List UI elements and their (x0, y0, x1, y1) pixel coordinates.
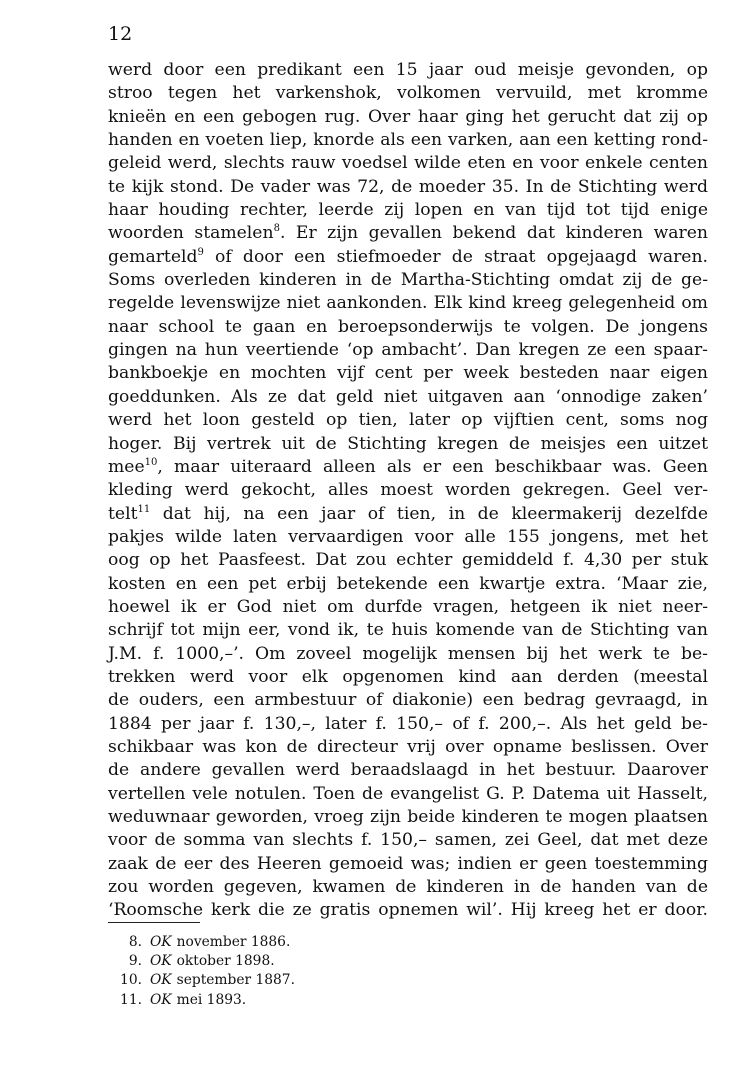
text-line: de ouders, een armbestuur of diakonie) een bedrag gevraagd, in (108, 690, 708, 711)
footnote (108, 971, 295, 990)
footnote-date: november 1886. (176, 934, 291, 950)
text-line: haar houding rechter, leerde zij lopen en van tijd tot tijd enige (108, 200, 708, 221)
text-line (108, 456, 708, 479)
footnote (108, 952, 295, 971)
text-line: ‘Roomsche kerk die ze gratis opnemen wil’. Hij kreeg het er door. (108, 900, 708, 921)
text-segment: , maar uiteraard alleen als er een beschikbaar was. Geen (157, 456, 708, 477)
page-number: 12 (108, 23, 133, 45)
text-line: stroo tegen het varkenshok, volkomen vervuild, met kromme (108, 83, 708, 104)
text-line: weduwnaar geworden, vroeg zijn beide kinderen te mogen plaatsen (108, 807, 708, 827)
text-line: zou worden gegeven, kwamen de kinderen in de handen van de (108, 877, 708, 898)
text-line: regelde levenswijze niet aankonden. Elk kind kreeg gelegenheid om (108, 293, 708, 314)
text-line: kleding werd gekocht, alles moest worden gekregen. Geel ver- (108, 480, 708, 501)
footnote-number: 10. (120, 972, 142, 989)
text-line: kosten en een pet erbij betekende een kwartje extra. ‘Maar zie, (108, 573, 708, 594)
footnote-reference: 11 (137, 503, 151, 515)
text-line (108, 222, 708, 245)
text-line: J.M. f. 1000,–’. Om zoveel mogelijk mensen bij het werk te be- (108, 643, 708, 664)
footnote-date: oktober 1898. (176, 953, 275, 970)
footnote-reference: 8 (273, 223, 280, 235)
text-line: schrijf tot mijn eer, vond ik, te huis komende van de Stichting van (108, 620, 708, 641)
footnote-source: OK (150, 972, 172, 989)
text-segment: dat hij, na een jaar of tien, in de kleermakerij dezelfde (150, 503, 708, 524)
text-segment: gemarteld (108, 246, 198, 267)
footnote-reference: 10 (144, 456, 158, 468)
text-line: trekken werd voor elk opgenomen kind aan derden (meestal (108, 666, 708, 687)
text-segment: woorden stamelen (108, 223, 274, 244)
text-line: Soms overleden kinderen in de Martha-Stichting omdat zij de ge- (108, 270, 708, 291)
text-line: schikbaar was kon de directeur vrij over opname beslissen. Over (108, 736, 708, 757)
text-line: gingen na hun veertiende ‘op ambacht’. Dan kregen ze een spaar- (108, 340, 708, 361)
text-line: de andere gevallen werd beraadslaagd in het bestuur. Daarover (108, 760, 708, 781)
body-text (108, 59, 708, 923)
text-line: 1884 per jaar f. 130,–, later f. 150,– of f. 200,–. Als het geld be- (108, 713, 708, 734)
text-line: bankboekje en mochten vijf cent per week besteden naar eigen (108, 363, 708, 384)
text-segment: . Er zijn gevallen bekend dat kinderen waren (279, 223, 709, 244)
footnote (108, 991, 295, 1010)
footnote-number: 8. (128, 934, 142, 950)
footnote-number: 11. (120, 991, 142, 1008)
text-line: handen en voeten liep, knorde als een varken, aan een ketting rond- (108, 130, 708, 151)
footnote-source: OK (150, 953, 172, 970)
text-line: naar school te gaan en beroepsonderwijs te volgen. De jongens (108, 316, 708, 337)
text-line (108, 503, 708, 526)
footnote-number: 9. (128, 953, 142, 970)
text-segment: telt (108, 503, 138, 524)
footnote-source: OK (150, 934, 172, 950)
text-line: geleid werd, slechts rauw voedsel wilde eten en voor enkele centen (108, 153, 708, 174)
text-line: knieën en een gebogen rug. Over haar ging het gerucht dat zij op (108, 106, 708, 127)
text-line: vertellen vele notulen. Toen de evangelist G. P. Datema uit Hasselt, (108, 783, 708, 804)
text-line: oog op het Paasfeest. Dat zou echter gemiddeld f. 4,30 per stuk (108, 550, 708, 571)
footnote-divider (108, 922, 200, 923)
footnote-reference: 9 (197, 246, 204, 258)
text-line: werd door een predikant een 15 jaar oud meisje gevonden, op (108, 60, 708, 80)
text-line: zaak de eer des Heeren gemoeid was; indien er geen toestemming (108, 853, 708, 874)
footnotes (108, 933, 295, 1010)
footnote (108, 933, 295, 952)
text-line: voor de somma van slechts f. 150,– samen, zei Geel, dat met deze (108, 830, 708, 851)
text-segment: of door een stiefmoeder de straat opgejaagd waren. (203, 246, 708, 267)
text-line: te kijk stond. De vader was 72, de moeder 35. In de Stichting werd (108, 176, 708, 197)
text-line: pakjes wilde laten vervaardigen voor alle 155 jongens, met het (108, 526, 708, 547)
footnote-source: OK (150, 991, 172, 1008)
text-line: goeddunken. Als ze dat geld niet uitgaven aan ‘onnodige zaken’ (108, 386, 708, 407)
footnote-date: september 1887. (176, 972, 295, 989)
text-line (108, 246, 708, 269)
text-line: hoger. Bij vertrek uit de Stichting kregen de meisjes een uitzet (108, 433, 708, 454)
footnote-date: mei 1893. (176, 991, 247, 1008)
text-line: hoewel ik er God niet om durfde vragen, hetgeen ik niet neer- (108, 596, 708, 617)
text-line: werd het loon gesteld op tien, later op vijftien cent, soms nog (108, 410, 708, 431)
text-segment: mee (108, 456, 145, 477)
